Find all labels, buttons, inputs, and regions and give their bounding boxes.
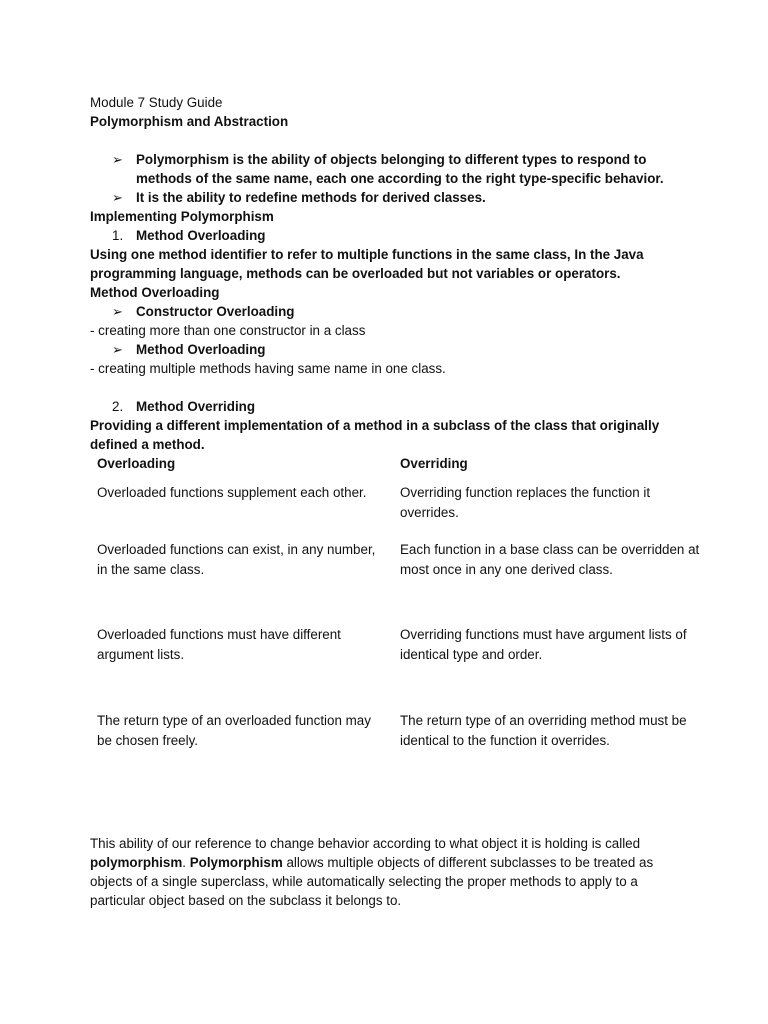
closing-text-3: allows multiple objects of different subclasses to be treated as objects of a single superclass, while automatically selecting the proper methods to apply to a particular object based on the subclass it belongs to. xyxy=(90,855,654,908)
overloading-desc-line-2: programming language, methods can be overloaded but not variables or operators. xyxy=(90,266,621,281)
method-overloading-heading: Method Overloading xyxy=(90,285,220,300)
item-1-number: 1. xyxy=(112,228,124,243)
table-header-overriding: Overriding xyxy=(400,456,468,471)
table-cell: Overriding function replaces the function it overrides. xyxy=(400,485,651,520)
bullet-2: It is the ability to redefine methods for derived classes. xyxy=(136,190,486,205)
implementing-heading: Implementing Polymorphism xyxy=(90,209,274,224)
bullet-arrow-icon: ➢ xyxy=(112,304,123,319)
bullet-1-line-1: Polymorphism is the ability of objects belonging to different types to respond to xyxy=(136,152,647,167)
overriding-desc-line-2: defined a method. xyxy=(90,437,205,452)
closing-text-1: This ability of our reference to change behavior according to what object it is holding is called xyxy=(90,836,641,851)
overloading-desc-line-1: Using one method identifier to refer to multiple functions in the same class, In the Java xyxy=(90,247,644,262)
sub-bullet-method-overloading: Method Overloading xyxy=(136,342,266,357)
bullet-arrow-icon: ➢ xyxy=(112,342,123,357)
table-cell: Overriding functions must have argument lists of identical type and order. xyxy=(400,627,687,662)
overriding-desc-line-1: Providing a different implementation of a method in a subclass of the class that originally xyxy=(90,418,660,433)
item-1-label: Method Overloading xyxy=(136,228,266,243)
table-cell: Overloaded functions must have different argument lists. xyxy=(97,627,341,662)
closing-bold-1: polymorphism xyxy=(90,855,183,870)
table-cell: Each function in a base class can be overridden at most once in any one derived class. xyxy=(400,542,700,577)
item-2-number: 2. xyxy=(112,399,124,414)
sub-bullet-constructor-overloading: Constructor Overloading xyxy=(136,304,295,319)
table-cell: Overloaded functions supplement each other. xyxy=(97,485,367,500)
bullet-arrow-icon: ➢ xyxy=(112,190,123,205)
closing-text-2: . xyxy=(182,855,190,870)
closing-paragraph xyxy=(90,834,680,910)
constructor-overloading-desc: - creating more than one constructor in a class xyxy=(90,323,366,338)
module-title: Module 7 Study Guide xyxy=(90,95,223,110)
bullet-1-line-2: methods of the same name, each one according to the right type-specific behavior. xyxy=(136,171,664,186)
table-cell: Overloaded functions can exist, in any number, in the same class. xyxy=(97,542,376,577)
bullet-arrow-icon: ➢ xyxy=(112,152,123,167)
table-cell: The return type of an overloaded function may be chosen freely. xyxy=(97,713,371,748)
table-header-overloading: Overloading xyxy=(97,456,176,471)
item-2-label: Method Overriding xyxy=(136,399,256,414)
closing-bold-2: Polymorphism xyxy=(189,855,283,870)
table-cell: The return type of an overriding method must be identical to the function it overrides. xyxy=(400,713,687,748)
topic-title: Polymorphism and Abstraction xyxy=(90,114,289,129)
method-overloading-desc: - creating multiple methods having same name in one class. xyxy=(90,361,446,376)
